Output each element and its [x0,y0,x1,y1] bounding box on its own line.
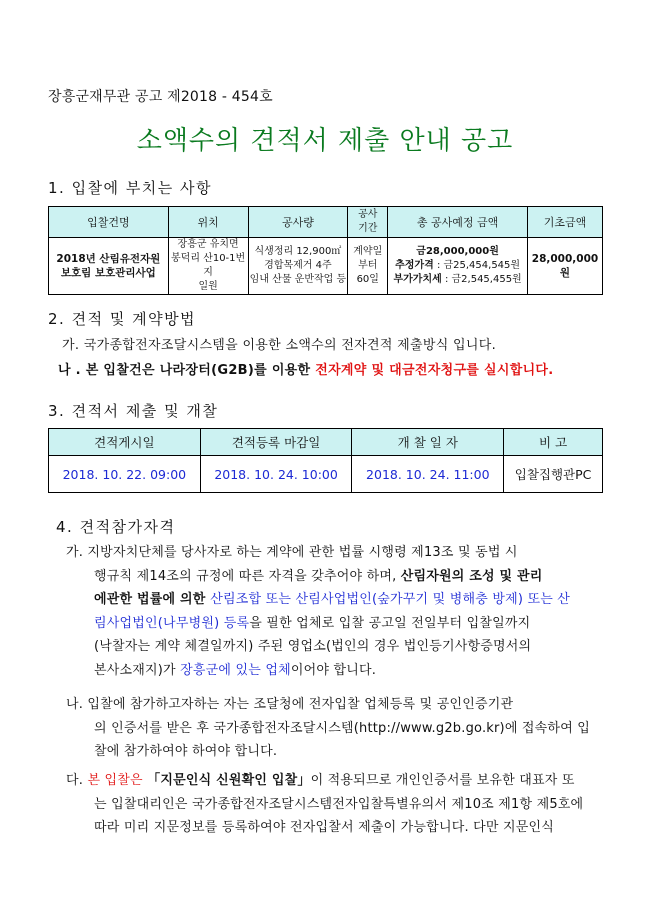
text-run-bold: 에관한 법률에 의한 [94,592,211,607]
paragraph-line: 는 입찰대리인은 국가종합전자조달시스템전자입찰특별유의서 제10조 제1항 제5호에 [94,796,584,812]
cell-line: 식생정리 12,900㎡ [254,246,342,257]
paragraph-line [66,588,606,612]
cell-line: 2018년 산림유전자원 [56,253,161,265]
cell-base-amount: 28,000,000원 [527,238,602,295]
text-run-red: 본 입찰은 [87,773,148,788]
col-header-base: 기초금액 [527,207,602,238]
text-run-blue: 림사업법인(나무병원) 등록 [94,615,250,631]
cell-name [49,238,169,295]
section-2-heading: 2. 견적 및 계약방법 [48,310,197,328]
text-run: 다. [66,773,88,788]
cell-open-date: 2018. 10. 24. 11:00 [352,456,504,493]
text-run-blue: 산림조합 또는 산림사업법인(숲가꾸기 및 병해충 방제) 또는 산 [210,592,571,607]
paragraph-line [66,659,606,683]
cell-line: 일원 [198,281,218,292]
contract-method-ga: 가. 국가종합전자조달시스템을 이용한 소액수의 전자견적 제출방식 입니다. [62,338,497,353]
paragraph-line: 따라 미리 지문정보를 등록하여야 전자입찰서 제출이 가능합니다. 다만 지문인식 [94,820,555,835]
cell-post-date: 2018. 10. 22. 09:00 [49,456,201,493]
vat-value: : 금2,545,455원 [441,274,522,285]
page-title: 소액수의 견적서 제출 안내 공고 [136,126,514,156]
col-header-name: 입찰건명 [49,207,169,238]
paragraph-line: 찰에 참가하여야 하여야 합니다. [94,744,278,759]
text-run: 본사소재지)가 [94,662,181,678]
paragraph-line [66,769,606,793]
cell-line: 임내 산물 운반작업 등 [249,274,347,285]
paragraph-line: (낙찰자는 계약 체결일까지) 주된 영업소(법인의 경우 법인등기사항증명서의 [94,639,532,654]
qualification-da [66,769,606,840]
cell-line: 봉덕리 산10-1번지 [171,253,246,278]
qualification-ga [66,541,606,682]
cell-total [388,238,528,295]
section-4-heading: 4. 견적참가자격 [56,518,176,536]
col-header-total: 총 공사예정 금액 [388,207,528,238]
vat-line [388,273,527,287]
estimated-price-value: : 금25,454,545원 [433,260,521,271]
schedule-table [48,428,603,493]
notice-number: 장흥군재무관 공고 제2018 - 454호 [48,89,273,105]
section-3-heading: 3. 견적서 제출 및 개찰 [48,402,219,420]
text-run-blue: 장흥군에 있는 업체 [180,662,291,678]
cell-deadline: 2018. 10. 24. 10:00 [200,456,352,493]
vat-label: 부가가치세 [393,274,442,285]
table-row [49,238,603,295]
table-header-row [49,207,603,238]
text-run: 을 필한 업체로 입찰 공고일 전일부터 입찰일까지 [249,615,531,631]
qualification-na [66,693,606,764]
cell-line: 부터 [358,260,378,271]
cell-line: 경합목제거 4주 [264,260,332,271]
cell-location [168,238,248,295]
contract-method-na-text: 나 . 본 입찰건은 나라장터(G2B)를 이용한 [58,363,316,378]
table-row [49,456,603,493]
estimated-price-label: 추정가격 [395,260,434,271]
text-run: 행규칙 제14조의 규정에 따른 자격을 갖추어야 하며, [94,568,401,584]
cell-line: 60일 [356,274,379,285]
contract-method-na [58,359,554,378]
cell-line: 보호림 보호관리사업 [60,267,156,279]
cell-line: 계약일 [353,246,383,257]
bid-items-table [48,206,603,295]
table-header-row [49,429,603,456]
col-header-quantity: 공사량 [248,207,348,238]
paragraph-line: 의 인증서를 받은 후 국가종합전자조달시스템(http://www.g2b.go.kr)에 접속하여 입 [94,720,591,736]
paragraph-line: 가. 지방자치단체를 당사자로 하는 계약에 관한 법률 시행령 제13조 및 동법 시 [66,545,518,560]
estimated-price-line [388,259,527,273]
cell-period [348,238,388,295]
section-1-heading: 1. 입찰에 부치는 사항 [48,179,213,197]
contract-method-na-emphasis: 전자계약 및 대금전자청구를 실시합니다. [315,363,554,378]
cell-line: 장흥군 유치면 [177,239,239,250]
col-header-location: 위치 [168,207,248,238]
total-amount: 금28,000,000원 [416,246,499,257]
col-header-period [348,207,388,238]
period-header-text: 공사 기간 [358,209,378,234]
text-run: 이어야 합니다. [290,662,377,678]
col-header-remarks: 비 고 [504,429,603,456]
paragraph-line [66,565,606,589]
col-header-open-date: 개 찰 일 자 [352,429,504,456]
paragraph-line: 나. 입찰에 참가하고자하는 자는 조달청에 전자입찰 업체등록 및 공인인증기관 [66,697,514,712]
text-run-bold: 「지문인식 신원확인 입찰」 [147,773,311,788]
cell-remarks: 입찰집행관PC [504,456,603,493]
text-run-bold: 산림자원의 조성 및 관리 [400,568,543,584]
col-header-post-date: 견적게시일 [49,429,201,456]
text-run: 이 적용되므로 개인인증서를 보유한 대표자 또 [310,773,575,788]
cell-quantity [248,238,348,295]
paragraph-line [66,612,606,636]
col-header-deadline: 견적등록 마감일 [200,429,352,456]
